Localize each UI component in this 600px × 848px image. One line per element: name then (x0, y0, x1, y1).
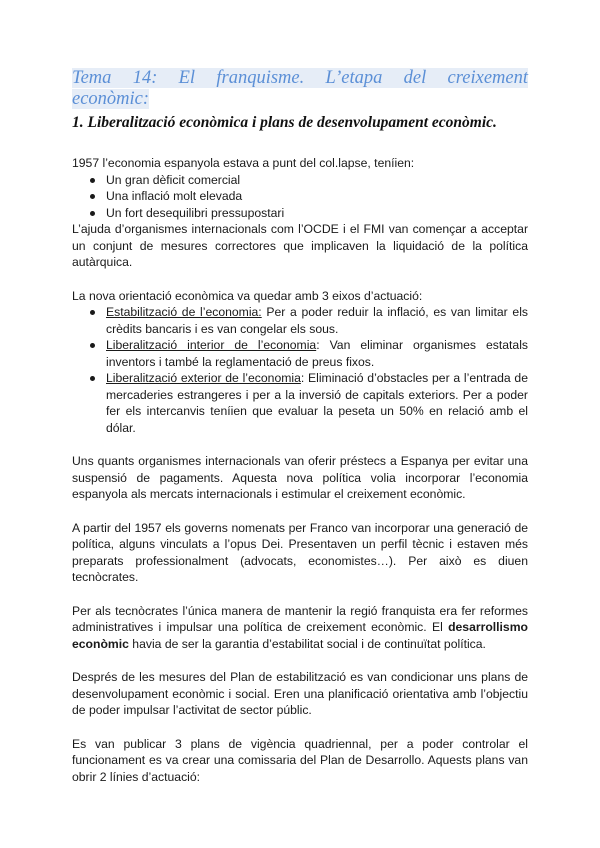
list-item: Una inflació molt elevada (106, 188, 528, 205)
intro-paragraph: 1957 l’economia espanyola estava a punt del col.lapse, teníien: (72, 156, 415, 170)
page-title (72, 68, 528, 89)
axis-label: Estabilització de l’economia: (106, 305, 262, 319)
list-item: Un fort desequilibri pressupostari (106, 205, 528, 222)
list-item (106, 337, 528, 370)
list-item: Un gran dèficit comercial (106, 172, 528, 189)
paragraph-plans: Es van publicar 3 plans de vigència quadriennal, per a poder controlar el funcionament es va crear una comissaria del Plan de Desarrollo. Aquests plans van obrir 2 línies d’actuació: (72, 736, 528, 784)
paragraph-ajuda: L’ajuda d’organismes internacionals com l’OCDE i el FMI van començar a acceptar un conjunt de mesures correctores que implicaven la liquidació de la política autàrquica. (72, 222, 528, 269)
paragraph-tecnocrates (72, 603, 528, 653)
axis-label: Liberalització interior de l’economia (106, 338, 317, 352)
problems-list (72, 172, 528, 222)
axis-text: : Eliminació d’obstacles per a l’entrada de mercaderies estrangeres i per a la inversió de capitals exteriors. Per a poder fer els intercanvis teníien que evaluar la peseta un 50% en relació amb el dólar. (106, 371, 528, 435)
bold-term: desarrollismo econòmic (72, 620, 528, 651)
page-title-continued (72, 89, 528, 110)
axes-intro-paragraph: La nova orientació econòmica va quedar amb 3 eixos d’actuació: (72, 288, 423, 303)
title-line-1: Tema 14: El franquisme. L’etapa del creixement (72, 68, 528, 88)
paragraph-1957: A partir del 1957 els governs nomenats per Franco van incorporar una generació de política, alguns vinculats a l’opus Dei. Presentaven un perfil tècnic i estaven més preparats professionalment (advocats, economistes…). Per això es diuen tecnòcrates. (72, 520, 528, 584)
title-line-2: econòmic: (72, 89, 150, 109)
text-before: Per als tecnòcrates l’única manera de mantenir la regió franquista era fer reformes administratives i impulsar una política de creixement econòmic. El (72, 603, 528, 634)
paragraph-prestecs: Uns quants organismes internacionals van oferir préstecs a Espanya per evitar una suspensió de pagaments. Aquesta nova política volia incorporar l’economia espanyola als mercats internacionals i estimular el creixement econòmic. (72, 454, 528, 501)
axes-list (72, 304, 528, 436)
list-item (106, 304, 528, 337)
axis-label: Liberalització exterior de l’economia (106, 371, 301, 385)
section-heading: 1. Liberalització econòmica i plans de desenvolupament econòmic. (72, 114, 497, 131)
axis-text: : Van eliminar organismes estatals inventors i també la reglamentació de preus fixos. (106, 338, 528, 369)
text-after: havia de ser la garantia d’estabilitat social i de continuïtat política. (128, 636, 486, 651)
axis-text: Per a poder reduir la inflació, es van limitar els crèdits bancaris i es van congelar els sous. (106, 305, 529, 336)
paragraph-despres: Després de les mesures del Plan de estabilització es van condicionar uns plans de desenvolupament econòmic i social. Eren una planificació orientativa amb l’objectiu de poder impulsar l’activitat de sector públic. (72, 670, 528, 717)
list-item (106, 370, 528, 436)
